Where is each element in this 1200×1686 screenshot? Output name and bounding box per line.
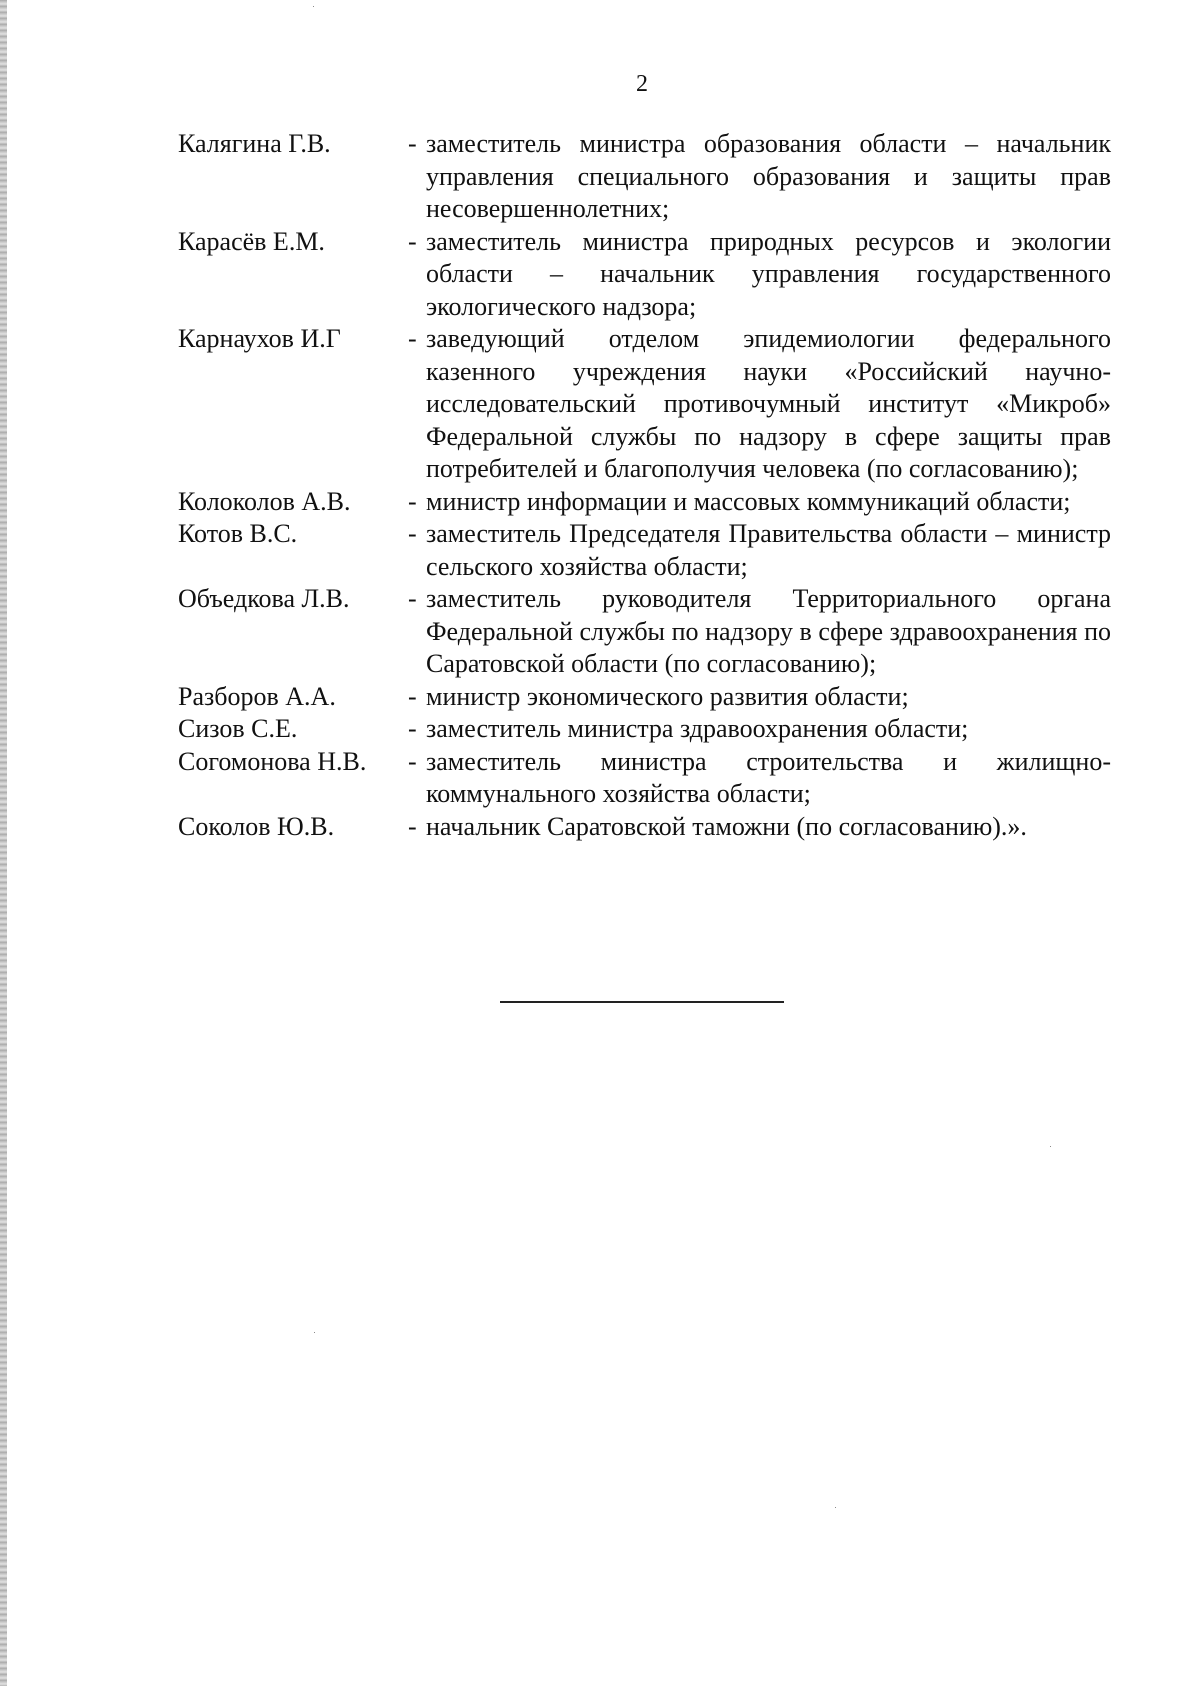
member-row: [178, 811, 1111, 844]
member-row: [178, 713, 1111, 746]
member-dash: -: [408, 584, 417, 613]
member-dash: -: [408, 811, 417, 841]
member-name: Объедкова Л.В.: [178, 584, 350, 613]
member-name: Калягина Г.В.: [178, 129, 331, 158]
member-role: начальник Саратовской таможни (по согласованию).».: [426, 811, 1027, 841]
member-role: заместитель министра природных ресурсов и экологии области – начальник управления государственного экологического надзора;: [426, 226, 1111, 321]
scan-speck: [314, 1332, 315, 1333]
member-dash: -: [408, 714, 417, 743]
member-name: Согомонова Н.В.: [178, 746, 367, 776]
scan-speck: [835, 1507, 836, 1508]
member-dash: -: [408, 681, 417, 711]
member-name: Сизов С.Е.: [178, 714, 298, 743]
members-list: [178, 128, 1111, 843]
member-dash: -: [408, 519, 417, 548]
member-dash: -: [408, 324, 417, 353]
member-name: Колоколов А.В.: [178, 486, 351, 516]
member-role: министр экономического развития области;: [426, 681, 909, 711]
member-role: заместитель министра строительства и жилищно-коммунального хозяйства области;: [426, 746, 1111, 808]
member-row: [178, 518, 1111, 583]
scan-edge: [0, 0, 7, 1686]
member-role: заместитель министра образования области – начальник управления специального образования и защиты прав несовершеннолетних;: [426, 129, 1111, 223]
page-number: 2: [636, 71, 648, 97]
member-row: [178, 128, 1111, 226]
member-row: [178, 746, 1111, 811]
member-name: Карасёв Е.М.: [178, 226, 325, 256]
member-name: Карнаухов И.Г: [178, 324, 341, 353]
member-role: заместитель руководителя Территориального органа Федеральной службы по надзору в сфере здравоохранения по Саратовской области (по согласованию);: [426, 584, 1111, 678]
scan-speck: [1050, 1146, 1051, 1147]
member-name: Разборов А.А.: [178, 681, 336, 711]
member-role: заведующий отделом эпидемиологии федерального казенного учреждения науки «Российский научно-исследовательский противочумный институт «Микроб» Федеральной службы по надзору в сфере защиты прав потребителей и благополучия человека (по согласованию);: [426, 324, 1111, 483]
member-row: [178, 486, 1111, 519]
member-dash: -: [408, 226, 417, 256]
member-dash: -: [408, 486, 417, 516]
member-role: министр информации и массовых коммуникаций области;: [426, 486, 1071, 516]
scan-speck: [313, 6, 314, 7]
closing-rule: [500, 1001, 784, 1003]
member-row: [178, 681, 1111, 714]
member-row: [178, 226, 1111, 324]
member-name: Соколов Ю.В.: [178, 811, 335, 841]
member-row: [178, 323, 1111, 486]
member-role: заместитель Председателя Правительства области – министр сельского хозяйства области;: [426, 519, 1111, 581]
member-row: [178, 583, 1111, 681]
member-role: заместитель министра здравоохранения области;: [426, 714, 969, 743]
member-name: Котов В.С.: [178, 519, 298, 548]
member-dash: -: [408, 746, 417, 776]
member-dash: -: [408, 129, 417, 158]
